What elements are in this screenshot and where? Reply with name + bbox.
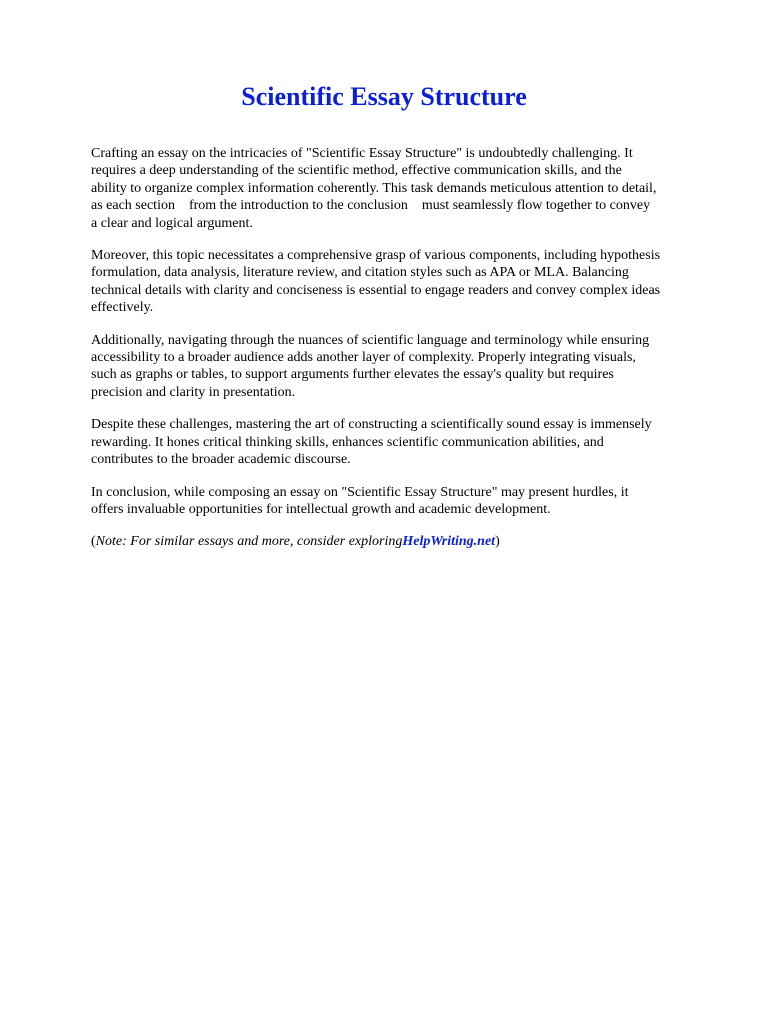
note-open-paren: ( bbox=[91, 534, 96, 550]
note-close-paren: ) bbox=[495, 534, 500, 550]
note-line bbox=[91, 533, 731, 550]
helpwriting-link[interactable]: HelpWriting.net bbox=[402, 534, 496, 550]
paragraph-conclusion: In conclusion, while composing an essay on "Scientific Essay Structure" may present hurdles, it offers invaluable opportunities for intellectual growth and academic development. bbox=[91, 484, 629, 517]
paragraph-rewards: Despite these challenges, mastering the art of constructing a scientifically sound essay is immensely rewarding. It hones critical thinking skills, enhances scientific communication abilities, and contributes to the broader academic discourse. bbox=[91, 417, 652, 468]
note-text: Note: For similar essays and more, consider exploring bbox=[95, 534, 403, 550]
paragraph-language: Additionally, navigating through the nuances of scientific language and terminology while ensuring accessibility to a broader audience adds another layer of complexity. Properly integrating visuals, such as graphs or tables, to support arguments further elevates the essay's quality but requires precision and clarity in presentation. bbox=[91, 332, 650, 400]
paragraph-intro: Crafting an essay on the intricacies of "Scientific Essay Structure" is undoubtedly challenging. It requires a deep understanding of the scientific method, effective communication skills, and the ability to organize complex information coherently. This task demands meticulous attention to detail, as each section from the introduction to the conclusion must seamlessly flow together to convey a clear and logical argument. bbox=[91, 146, 657, 231]
essay-body bbox=[91, 145, 731, 551]
paragraph-components: Moreover, this topic necessitates a comprehensive grasp of various components, including hypothesis formulation, data analysis, literature review, and citation styles such as APA or MLA. Balancing technical details with clarity and conciseness is essential to engage readers and convey complex ideas effectively. bbox=[91, 248, 661, 316]
page-title: Scientific Essay Structure bbox=[241, 82, 527, 111]
